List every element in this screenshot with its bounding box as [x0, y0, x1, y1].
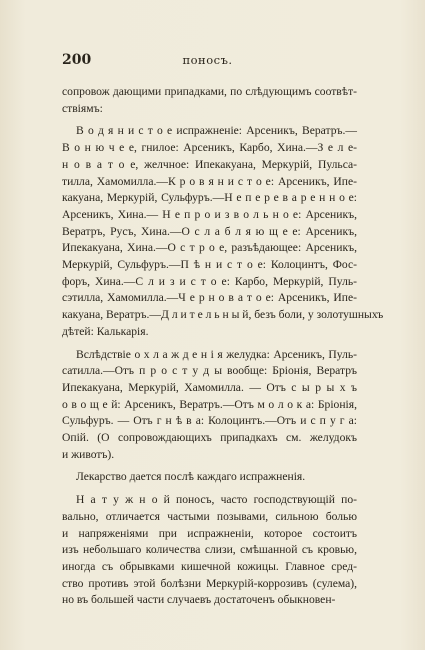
text-line: В о д я н и с т о е испражненіе: Арсеникъ, Вератръ.—	[76, 124, 357, 138]
running-title: поносъ.	[182, 53, 233, 67]
page-header	[62, 52, 353, 70]
text-line: изъ небольшаго количества слизи, смѣшанной съ кровью,	[62, 543, 357, 557]
paragraph	[62, 84, 357, 117]
text-line: тилла, Хамомилла.—К р о в я н и с т о е: Арсеникъ, Ипе-	[62, 174, 357, 188]
text-line: дѣтей: Калькарія.	[62, 324, 149, 338]
text-line: Вератръ, Русъ, Хина.—О с л а б л я ю щ е е: Арсеникъ,	[62, 224, 357, 238]
text-line: н о в а т о е, желчное: Ипекакуана, Меркурій, Пульса-	[62, 157, 357, 171]
text-line: форъ, Хина.—С л и з и с т о е: Карбо, Меркурій, Пуль-	[62, 274, 357, 288]
text-line: сатилла.—Отъ п р о с т у д ы вообще: Бріонія, Вератръ	[62, 364, 357, 378]
text-line: сопровож дающими припадками, по слѣдующимъ соотвѣт-	[62, 85, 357, 98]
text-line: вально, отличается частыми позывами, сильною болью	[62, 509, 357, 523]
paragraph	[62, 492, 357, 609]
page-number: 200	[62, 52, 92, 68]
text-line: о в о щ е й: Арсеникъ, Вератръ.—Отъ м о л о к а: Бріонія,	[62, 397, 357, 411]
text-line: Вслѣдствіе о х л а ж д е н і я желудка: Арсеникъ, Пуль-	[76, 347, 357, 361]
body-text	[62, 84, 384, 609]
paragraph	[62, 123, 384, 340]
text-line: Арсеникъ, Хина.— Н е п р о и з в о л ь н о е: Арсеникъ,	[62, 207, 357, 221]
text-line: Ипекакуана, Хина.—О с т р о е, разъѣдающее: Арсеникъ,	[62, 241, 357, 255]
text-line: Лекарство дается послѣ каждаго испражненія.	[76, 470, 306, 484]
text-line: какуана, Меркурій, Сульфуръ.—Н е п е р е в а р е н н о е:	[62, 191, 357, 205]
text-line: Сульфуръ. — Отъ г н ѣ в а: Колоцинтъ.—Отъ и с п у г а:	[62, 414, 357, 428]
text-line: но въ большей части случаевъ достаточенъ обыкновен-	[62, 593, 336, 607]
text-line: Н а т у ж н о й поносъ, часто господствующій по-	[76, 493, 357, 507]
text-line: ствіямъ:	[62, 101, 103, 115]
text-line: Опій. (О сопровождающихъ припадкахъ см. желудокъ	[62, 431, 357, 445]
paragraph	[62, 347, 357, 464]
text-line: какуана, Вератръ.—Д л и т е л ь н ы й, безъ боли, у золотушныхъ	[62, 308, 384, 322]
text-line: Ипекакуана, Меркурій, Хамомилла. — Отъ с ы р ы х ъ	[62, 380, 357, 394]
text-line: и напряженіями при испражненіи, которое состоитъ	[62, 526, 357, 540]
text-line: и животъ).	[62, 447, 115, 461]
paragraph	[62, 469, 357, 486]
text-line: В о н ю ч е е, гнилое: Арсеникъ, Карбо, Хина.—З е л е-	[62, 141, 357, 155]
text-line: ство противъ этой болѣзни Меркурій-коррозивъ (сулема),	[62, 576, 357, 590]
text-line: иногда съ обрывками кишечной кожицы. Главное сред-	[62, 559, 357, 573]
text-line: сэтилла, Хамомилла.—Ч е р н о в а т о е: Арсеникъ, Ипе-	[62, 291, 357, 305]
text-line: Меркурій, Сульфуръ.—П ѣ н и с т о е: Колоцинтъ, Фос-	[62, 258, 357, 272]
